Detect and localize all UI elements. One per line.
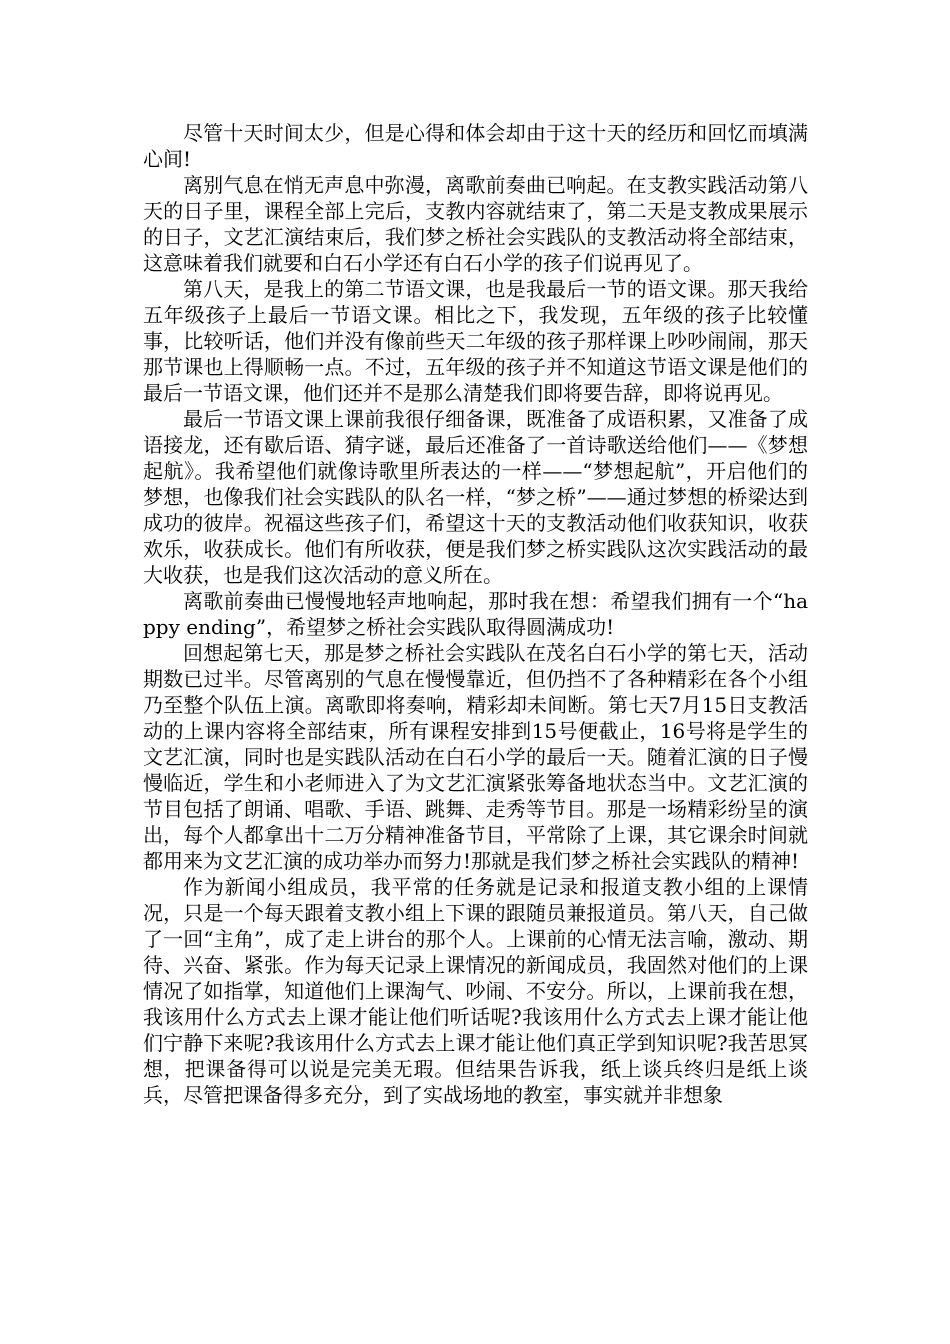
paragraph-2: 离别气息在悄无声息中弥漫，离歌前奏曲已响起。在支教实践活动第八天的日子里，课程全部上完后，支教内容就结束了，第二天是支教成果展示的日子，文艺汇演结束后，我们梦之桥社会实践队的支教活动将全部结束，这意味着我们就要和白石小学还有白石小学的孩子们说再见了。	[143, 173, 808, 275]
paragraph-6: 回想起第七天，那是梦之桥社会实践队在茂名白石小学的第七天，活动期数已过半。尽管离别的气息在慢慢靠近，但仍挡不了各种精彩在各个小组乃至整个队伍上演。离歌即将奏响，精彩却未间断。第七天7月15日支教活动的上课内容将全部结束，所有课程安排到15号便截止，16号将是学生的文艺汇演，同时也是实践队活动在白石小学的最后一天。随着汇演的日子慢慢临近，学生和小老师进入了为文艺汇演紧张筹备地状态当中。文艺汇演的节目包括了朗诵、唱歌、手语、跳舞、走秀等节目。那是一场精彩纷呈的演出，每个人都拿出十二万分精神准备节目，平常除了上课，其它课余时间就都用来为文艺汇演的成功举办而努力!那就是我们梦之桥社会实践队的精神!	[143, 641, 808, 873]
paragraph-5: 离歌前奏曲已慢慢地轻声地响起，那时我在想：希望我们拥有一个“happy ending”，希望梦之桥社会实践队取得圆满成功!	[143, 589, 808, 639]
paragraph-4: 最后一节语文课上课前我很仔细备课，既准备了成语积累，又准备了成语接龙，还有歇后语、猜字谜，最后还准备了一首诗歌送给他们——《梦想起航》。我希望他们就像诗歌里所表达的一样——“梦想起航”，开启他们的梦想，也像我们社会实践队的队名一样，“梦之桥”——通过梦想的桥梁达到成功的彼岸。祝福这些孩子们，希望这十天的支教活动他们收获知识，收获欢乐，收获成长。他们有所收获，便是我们梦之桥实践队这次实践活动的最大收获，也是我们这次活动的意义所在。	[143, 407, 808, 587]
paragraph-1: 尽管十天时间太少，但是心得和体会却由于这十天的经历和回忆而填满心间!	[143, 121, 808, 171]
paragraph-3: 第八天，是我上的第二节语文课，也是我最后一节的语文课。那天我给五年级孩子上最后一节语文课。相比之下，我发现，五年级的孩子比较懂事，比较听话，他们并没有像前些天二年级的孩子那样课上吵吵闹闹，那天那节课也上得顺畅一点。不过，五年级的孩子并不知道这节语文课是他们的最后一节语文课，他们还并不是那么清楚我们即将要告辞，即将说再见。	[143, 277, 808, 405]
document-page	[143, 120, 808, 1108]
paragraph-7: 作为新闻小组成员，我平常的任务就是记录和报道支教小组的上课情况，只是一个每天跟着支教小组上下课的跟随员兼报道员。第八天，自己做了一回“主角”，成了走上讲台的那个人。上课前的心情无法言喻，激动、期待、兴奋、紧张。作为每天记录上课情况的新闻成员，我固然对他们的上课情况了如指掌，知道他们上课淘气、吵闹、不安分。所以，上课前我在想，我该用什么方式去上课才能让他们听话呢?我该用什么方式去上课才能让他们宁静下来呢?我该用什么方式去上课才能让他们真正学到知识呢?我苦思冥想，把课备得可以说是完美无瑕。但结果告诉我，纸上谈兵终归是纸上谈兵，尽管把课备得多充分，到了实战场地的教室，事实就并非想象	[143, 875, 808, 1107]
